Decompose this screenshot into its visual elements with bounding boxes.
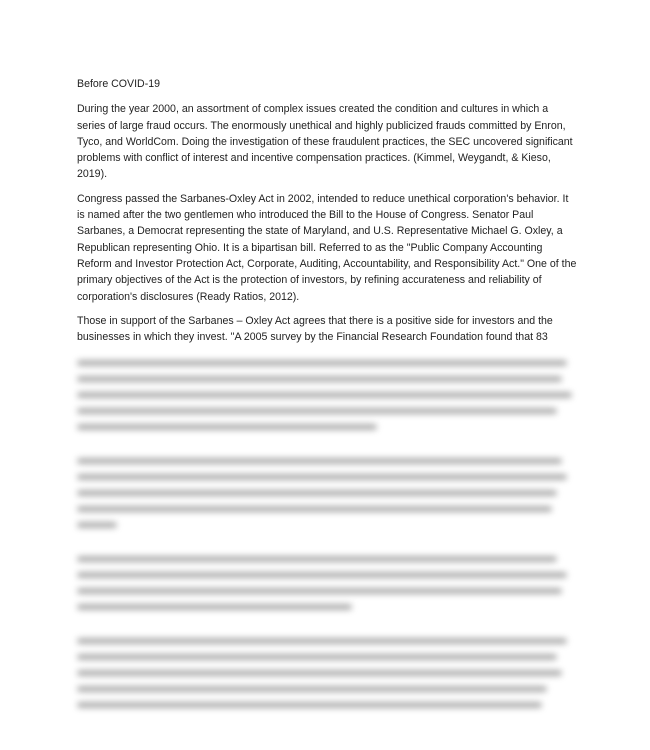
paragraph-3: Those in support of the Sarbanes – Oxley Act agrees that there is a positive side for investors and the businesses in which they invest. "A 2005 survey by the Financial Research Foundation found that 83 bbox=[77, 314, 553, 344]
blurred-content bbox=[77, 350, 577, 736]
paragraph-2: Congress passed the Sarbanes-Oxley Act in 2002, intended to reduce unethical corporation's behavior. It is named after the two gentlemen who introduced the Bill to the House of Congress. Senator Paul Sarbanes, a Democrat representing the state of Maryland, and U.S. Representative Michael G. Oxley, a Republican representing Ohio. It is a bipartisan bill. Referred to as the "Public Company Accounting Reform and Investor Protection Act, Corporate, Auditing, Accountability, and Responsibility Act." One of the primary objectives of the Act is the protection of investors, by refining accurateness and reliability of corporation's disclosures (Ready Ratios, 2012). bbox=[77, 192, 577, 303]
document-body bbox=[77, 76, 577, 353]
section-heading: Before COVID-19 bbox=[77, 78, 161, 90]
blurred-paragraph bbox=[77, 638, 577, 708]
blurred-paragraph bbox=[77, 458, 577, 528]
paragraph-1: During the year 2000, an assortment of complex issues created the condition and cultures in which a series of large fraud occurs. The enormously unethical and highly publicized frauds committed by Enron, Tyco, and WorldCom. Doing the investigation of these fraudulent practices, the SEC uncovered significant problems with conflict of interest and incentive compensation practices. (Kimmel, Weygandt, & Kieso, 2019). bbox=[77, 103, 573, 181]
blurred-paragraph bbox=[77, 360, 577, 430]
blurred-paragraph bbox=[77, 556, 577, 610]
